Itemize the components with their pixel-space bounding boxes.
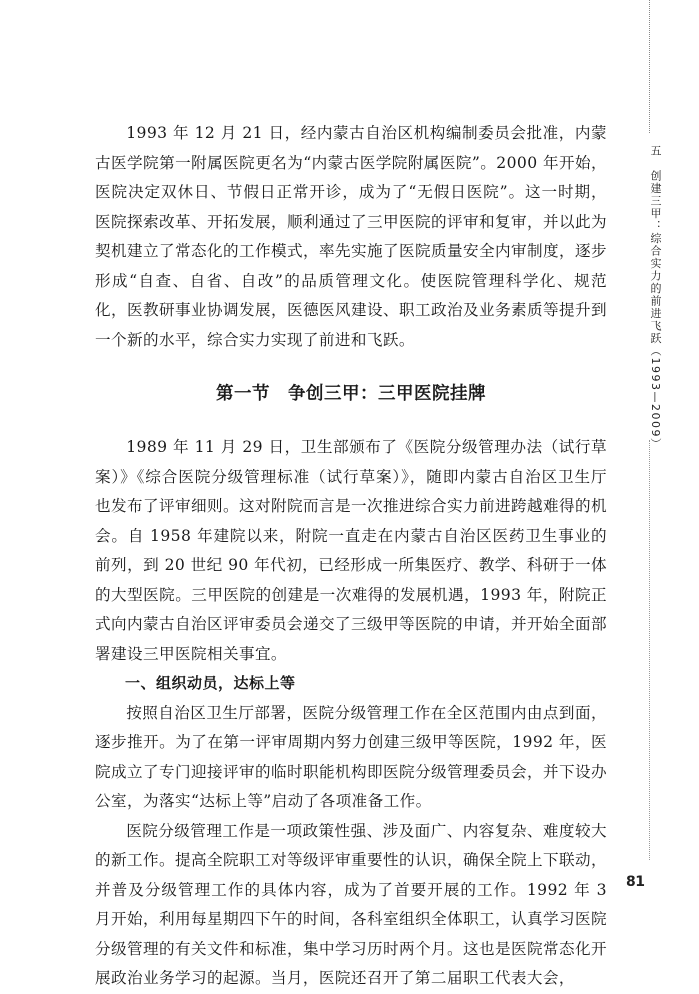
section-title: 第一节 争创三甲：三甲医院挂牌: [216, 384, 486, 404]
main-text-column: [95, 119, 607, 994]
section-paragraph: 1989 年 11 月 29 日，卫生部颁布了《医院分级管理办法（试行草案）》《综合医院分级管理标准（试行草案）》，随即内蒙古自治区卫生厅也发布了评审细则。这对附院而言是一次推进综合实力前进跨越难得的机会。自 1958 年建院以来，附院一直走在内蒙古自治区医药卫生事业的前列，到 20 世纪 90 年代初，已经形成一所集医疗、教学、科研于一体的大型医院。三甲医院的创建是一次难得的发展机遇，1993 年，附院正式向内蒙古自治区评审委员会递交了三级甲等医院的申请，并开始全面部署建设三甲医院相关事宜。: [95, 438, 607, 663]
running-head-chapter-title: 五 创建三甲：综合实力的前进飞跃（1993—2009）: [649, 145, 662, 451]
intro-paragraph: 1993 年 12 月 21 日，经内蒙古自治区机构编制委员会批准，内蒙古医学院第一附属医院更名为“内蒙古医学院附属医院”。2000 年开始，医院决定双休日、节假日正常开诊，成为了“无假日医院”。这一时期，医院探索改革、开拓发展，顺利通过了三甲医院的评审和复审，并以此为契机建立了常态化的工作模式，率先实施了医院质量安全内审制度，逐步形成“自查、自省、自改”的品质管理文化。使医院管理科学化、规范化，医教研事业协调发展，医德医风建设、职工政治及业务素质等提升到一个新的水平，综合实力实现了前进和飞跃。: [95, 124, 607, 349]
subsection-paragraph-1: 按照自治区卫生厅部署，医院分级管理工作在全区范围内由点到面，逐步推开。为了在第一评审周期内努力创建三级甲等医院，1992 年，医院成立了专门迎接评审的临时职能机构即医院分级管理委员会，并下设办公室，为落实“达标上等”启动了各项准备工作。: [95, 703, 607, 810]
subsection-heading: 一、组织动员，达标上等: [125, 674, 296, 692]
margin-dotted-rule-bottom: [649, 440, 650, 860]
page-number: 81: [626, 874, 645, 890]
subsection-paragraph-2: 医院分级管理工作是一项政策性强、涉及面广、内容复杂、难度较大的新工作。提高全院职工对等级评审重要性的认识，确保全院上下联动，并普及分级管理工作的具体内容，成为了首要开展的工作。1992 年 3 月开始，利用每星期四下午的时间，各科室组织全体职工，认真学习医院分级管理的有关文件和标准，集中学习历时两个月。这也是医院常态化开展政治业务学习的起源。当月，医院还召开了第二届职工代表大会，: [95, 821, 607, 987]
margin-dotted-rule-top: [649, 0, 650, 133]
